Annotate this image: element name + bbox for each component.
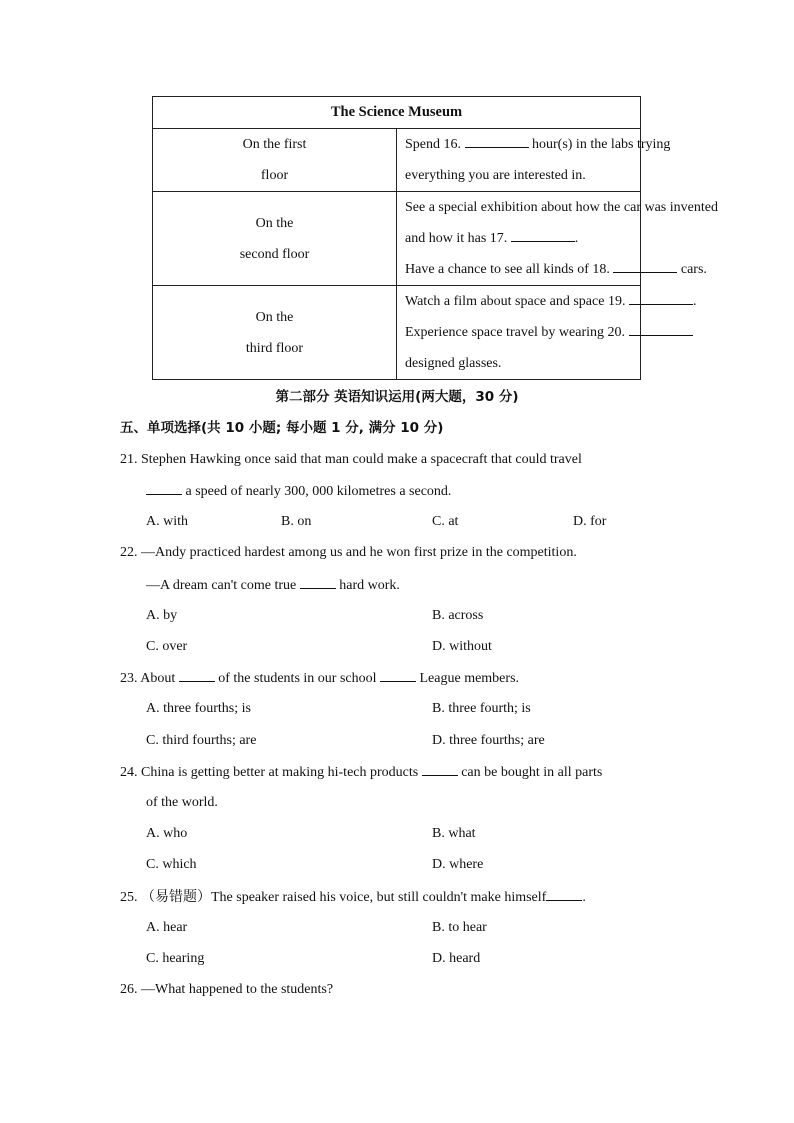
answer-blank xyxy=(465,135,529,148)
answer-blank xyxy=(146,482,182,495)
answer-blank xyxy=(179,669,215,682)
question-22-continuation: —A dream can't come true hard work. xyxy=(146,578,400,593)
answer-blank xyxy=(300,576,336,589)
option-a[interactable]: A. hear xyxy=(146,920,188,935)
question-24-line: 24. China is getting better at making hi-tech products can be bought in all parts xyxy=(120,765,603,780)
answer-blank xyxy=(380,669,416,682)
option-b[interactable]: B. to hear xyxy=(432,920,487,935)
science-museum-table xyxy=(152,96,718,380)
table-row xyxy=(153,192,641,286)
answer-blank xyxy=(629,323,693,336)
table-header-row xyxy=(153,97,641,129)
floor-label-line: On the first xyxy=(242,137,307,152)
floor-label-line: On the xyxy=(255,309,294,325)
option-d[interactable]: D. without xyxy=(432,639,492,654)
floor-label-line: third floor xyxy=(245,340,304,356)
option-d[interactable]: D. three fourths; are xyxy=(432,733,545,748)
table-row xyxy=(153,129,641,192)
option-a[interactable]: A. with xyxy=(146,514,188,529)
answer-blank xyxy=(629,292,693,305)
description-line: Have a chance to see all kinds of 18. cars. xyxy=(405,262,707,277)
question-22-line: 22. —Andy practiced hardest among us and he won first prize in the competition. xyxy=(120,545,577,560)
floor-label-line: On the xyxy=(255,215,294,231)
table-row xyxy=(153,286,641,380)
question-23-line: 23. About of the students in our school League members. xyxy=(120,671,520,686)
option-a[interactable]: A. by xyxy=(146,608,178,623)
floor-label-line: floor xyxy=(260,168,289,183)
option-b[interactable]: B. across xyxy=(432,608,484,623)
description-line: Experience space travel by wearing 20. xyxy=(405,317,640,348)
option-b[interactable]: B. what xyxy=(432,826,476,841)
part-heading: 第二部分 英语知识运用(两大题，30 分) xyxy=(275,389,519,405)
option-d[interactable]: D. for xyxy=(573,514,607,529)
question-21-line: 21. Stephen Hawking once said that man could make a spacecraft that could travel xyxy=(120,452,582,467)
option-b[interactable]: B. three fourth; is xyxy=(432,701,531,716)
description-line: Spend 16. hour(s) in the labs trying xyxy=(405,137,671,152)
option-d[interactable]: D. heard xyxy=(432,951,481,966)
description-line: everything you are interested in. xyxy=(405,168,586,183)
answer-blank xyxy=(546,888,582,901)
description-line: See a special exhibition about how the car was invented xyxy=(405,200,718,215)
floor-cell xyxy=(153,192,397,286)
answer-blank xyxy=(422,763,458,776)
option-b[interactable]: B. on xyxy=(281,514,312,529)
description-cell xyxy=(397,192,718,286)
table-title: The Science Museum xyxy=(153,97,641,129)
floor-cell xyxy=(153,129,397,192)
description-line: Watch a film about space and space 19. . xyxy=(405,294,697,309)
question-21-continuation: a speed of nearly 300, 000 kilometres a second. xyxy=(146,482,451,501)
option-d[interactable]: D. where xyxy=(432,857,484,872)
option-c[interactable]: C. third fourths; are xyxy=(146,733,257,748)
floor-label-line: second floor xyxy=(239,246,310,262)
option-c[interactable]: C. over xyxy=(146,639,188,654)
section-heading: 五、单项选择(共 10 小题; 每小题 1 分, 满分 10 分) xyxy=(120,420,444,436)
description-cell xyxy=(397,129,671,192)
option-c[interactable]: C. which xyxy=(146,857,197,872)
answer-blank xyxy=(613,260,677,273)
description-line: designed glasses. xyxy=(405,356,502,371)
option-c[interactable]: C. hearing xyxy=(146,951,205,966)
option-c[interactable]: C. at xyxy=(432,514,459,529)
answer-blank xyxy=(511,229,575,242)
question-25-line: 25. （易错题）The speaker raised his voice, but still couldn't make himself . xyxy=(120,890,586,905)
option-a[interactable]: A. who xyxy=(146,826,188,841)
question-24-continuation: of the world. xyxy=(146,795,218,810)
floor-cell xyxy=(153,286,397,380)
option-a[interactable]: A. three fourths; is xyxy=(146,701,251,716)
description-cell xyxy=(397,286,697,380)
description-line: and how it has 17. . xyxy=(405,231,579,246)
question-26-line: 26. —What happened to the students? xyxy=(120,982,334,997)
